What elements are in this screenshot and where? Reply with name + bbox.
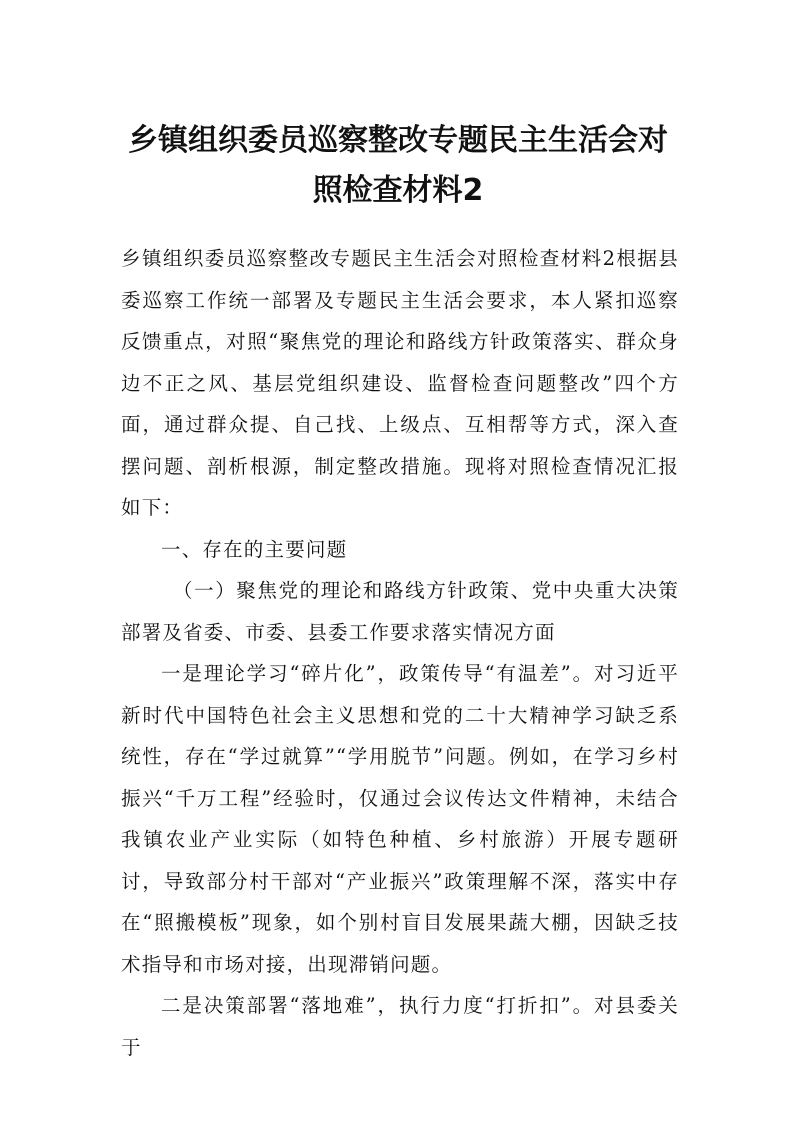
subsection-heading: （一）聚焦党的理论和路线方针政策、党中央重大决策部署及省委、市委、县委工作要求落实情况方面 bbox=[121, 579, 679, 644]
intro-paragraph: 乡镇组织委员巡察整改专题民主生活会对照检查材料2根据县委巡察工作统一部署及专题民主生活会要求，本人紧扣巡察反馈重点，对照“聚焦党的理论和路线方针政策落实、群众身边不正之风、基层党组织建设、监督检查问题整改”四个方面，通过群众提、自己找、上级点、互相帮等方式，深入查摆问题、剖析根源，制定整改措施。现将对照检查情况汇报如下： bbox=[121, 247, 679, 519]
body-paragraph: 一是理论学习“碎片化”，政策传导“有温差”。对习近平新时代中国特色社会主义思想和党的二十大精神学习缺乏系统性，存在“学过就算”“学用脱节”问题。例如，在学习乡村振兴“千万工程”经验时，仅通过会议传达文件精神，未结合我镇农业产业实际（如特色种植、乡村旅游）开展专题研讨，导致部分村干部对“产业振兴”政策理解不深，落实中存在“照搬模板”现象，如个别村盲目发展果蔬大棚，因缺乏技术指导和市场对接，出现滞销问题。 bbox=[121, 662, 679, 976]
document-body bbox=[121, 238, 679, 1068]
document-title: 乡镇组织委员巡察整改专题民主生活会对照检查材料2 bbox=[128, 123, 668, 208]
section-heading: 一、存在的主要问题 bbox=[161, 537, 348, 561]
body-paragraph: 二是决策部署“落地难”，执行力度“打折扣”。对县委关于 bbox=[121, 994, 679, 1059]
